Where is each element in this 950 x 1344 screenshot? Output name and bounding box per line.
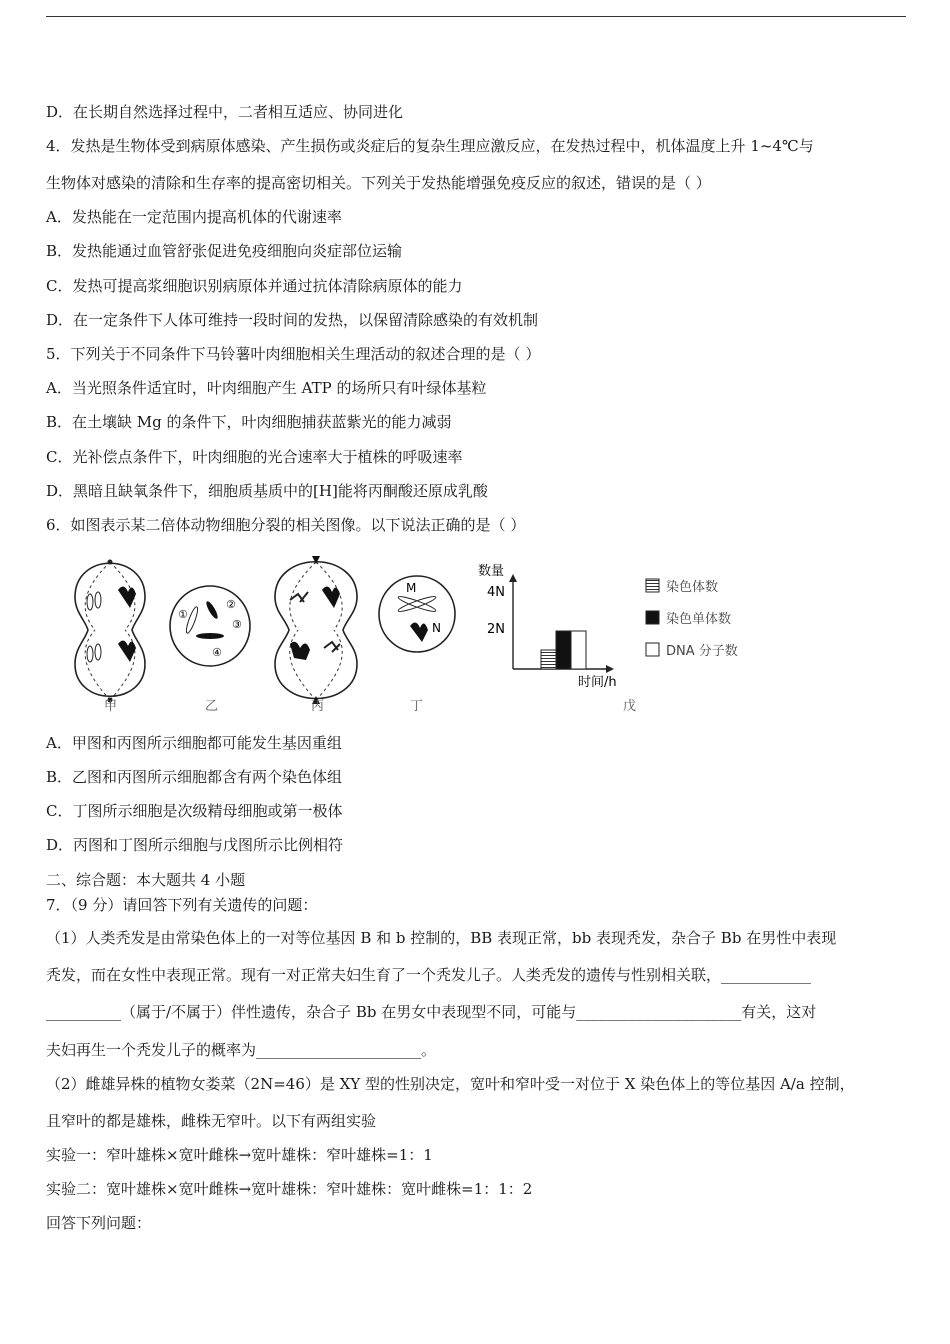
caption-jia: 甲 [104, 699, 118, 714]
cell-yi [170, 586, 250, 666]
yi-label-1: ① [178, 608, 188, 621]
text-line: 且窄叶的都是雄株，雌株无窄叶。以下有两组实验 [46, 1112, 377, 1130]
text-line: B．乙图和丙图所示细胞都含有两个染色体组 [46, 768, 343, 786]
text-line: D．在长期自然选择过程中，二者相互适应、协同进化 [46, 103, 404, 121]
y-axis-label: 数量 [478, 564, 505, 579]
caption-yi: 乙 [205, 699, 219, 714]
text-line: B．在土壤缺 Mg 的条件下，叶肉细胞捕获蓝紫光的能力减弱 [46, 413, 452, 431]
y-tick-2n: 2N [487, 622, 505, 637]
text-line: C．光补偿点条件下，叶肉细胞的光合速率大于植株的呼吸速率 [46, 448, 463, 466]
cell-division-figure [60, 552, 780, 718]
text-line: 7．（9 分）请回答下列有关遗传的问题： [46, 896, 318, 914]
text-line: 6．如图表示某二倍体动物细胞分裂的相关图像。以下说法正确的是（ ） [46, 516, 526, 534]
yi-label-2: ② [226, 598, 236, 611]
text-line: __________（属于/不属于）伴性遗传，杂合子 Bb 在男女中表现型不同，可能与______________________有关，这对 [46, 1003, 817, 1021]
text-line: 二、综合题：本大题共 4 小题 [46, 871, 246, 889]
cell-bing [275, 556, 357, 704]
legend-label-1: 染色单体数 [666, 612, 732, 627]
text-line: A．发热能在一定范围内提高机体的代谢速率 [46, 208, 342, 226]
text-line: C．丁图所示细胞是次级精母细胞或第一极体 [46, 802, 343, 820]
text-line: D．黑暗且缺氧条件下，细胞质基质中的[H]能将丙酮酸还原成乳酸 [46, 482, 488, 500]
text-line: （1）人类秃发是由常染色体上的一对等位基因 B 和 b 控制的，BB 表现正常，bb 表现秃发，杂合子 Bb 在男性中表现 [46, 929, 837, 947]
text-line: D．丙图和丁图所示细胞与戊图所示比例相符 [46, 836, 344, 854]
text-line: A．甲图和丙图所示细胞都可能发生基因重组 [46, 734, 342, 752]
legend-label-2: DNA 分子数 [666, 644, 738, 659]
chart-wu [478, 563, 738, 690]
text-line: B．发热能通过血管舒张促进免疫细胞向炎症部位运输 [46, 242, 403, 260]
text-line: 4．发热是生物体受到病原体感染、产生损伤或炎症后的复杂生理应激反应，在发热过程中，机体温度上升 1~4℃与 [46, 137, 814, 155]
caption-bing: 丙 [311, 699, 325, 714]
yi-label-3: ③ [232, 618, 242, 631]
text-line: （2）雌雄异株的植物女娄菜（2N=46）是 XY 型的性别决定，宽叶和窄叶受一对位于 X 染色体上的等位基因 A/a 控制， [46, 1075, 855, 1093]
legend-swatch-0 [646, 579, 659, 592]
text-line: A．当光照条件适宜时，叶肉细胞产生 ATP 的场所只有叶绿体基粒 [46, 379, 487, 397]
legend-swatch-2 [646, 643, 659, 656]
bar-1 [556, 631, 571, 669]
cell-jia [75, 560, 145, 703]
legend-swatch-1 [646, 611, 659, 624]
text-line: 夫妇再生一个秃发儿子的概率为______________________。 [46, 1041, 437, 1059]
bar-0 [541, 650, 556, 669]
bar-2 [571, 631, 586, 669]
text-line: 回答下列问题： [46, 1214, 152, 1232]
text-line: 秃发，而在女性中表现正常。现有一对正常夫妇生育了一个秃发儿子。人类秃发的遗传与性别相关联，____________ [46, 966, 812, 984]
yi-label-4: ④ [212, 646, 222, 659]
chart-legend [646, 579, 738, 659]
text-line: 实验二：宽叶雄株×宽叶雌株→宽叶雄株：窄叶雄株：宽叶雌株=1：1：2 [46, 1180, 533, 1198]
ding-label-n: N [432, 621, 441, 635]
legend-label-0: 染色体数 [666, 580, 719, 595]
y-tick-4n: 4N [487, 585, 505, 600]
text-line: 5．下列关于不同条件下马铃薯叶肉细胞相关生理活动的叙述合理的是（ ） [46, 345, 541, 363]
x-axis-label: 时间/h [578, 675, 617, 690]
text-line: D．在一定条件下人体可维持一段时间的发热，以保留清除感染的有效机制 [46, 311, 539, 329]
top-rule [46, 16, 906, 17]
text-line: 实验一：窄叶雄株×宽叶雌株→宽叶雄株：窄叶雄株=1：1 [46, 1146, 433, 1164]
text-line: C．发热可提高浆细胞识别病原体并通过抗体清除病原体的能力 [46, 277, 463, 295]
caption-wu: 戊 [623, 699, 637, 714]
ding-label-m: M [406, 581, 417, 595]
chart-bars [541, 631, 586, 669]
text-line: 生物体对感染的清除和生存率的提高密切相关。下列关于发热能增强免疫反应的叙述，错误的是（ ） [46, 174, 711, 192]
cell-ding [379, 576, 455, 652]
caption-ding: 丁 [410, 699, 424, 714]
